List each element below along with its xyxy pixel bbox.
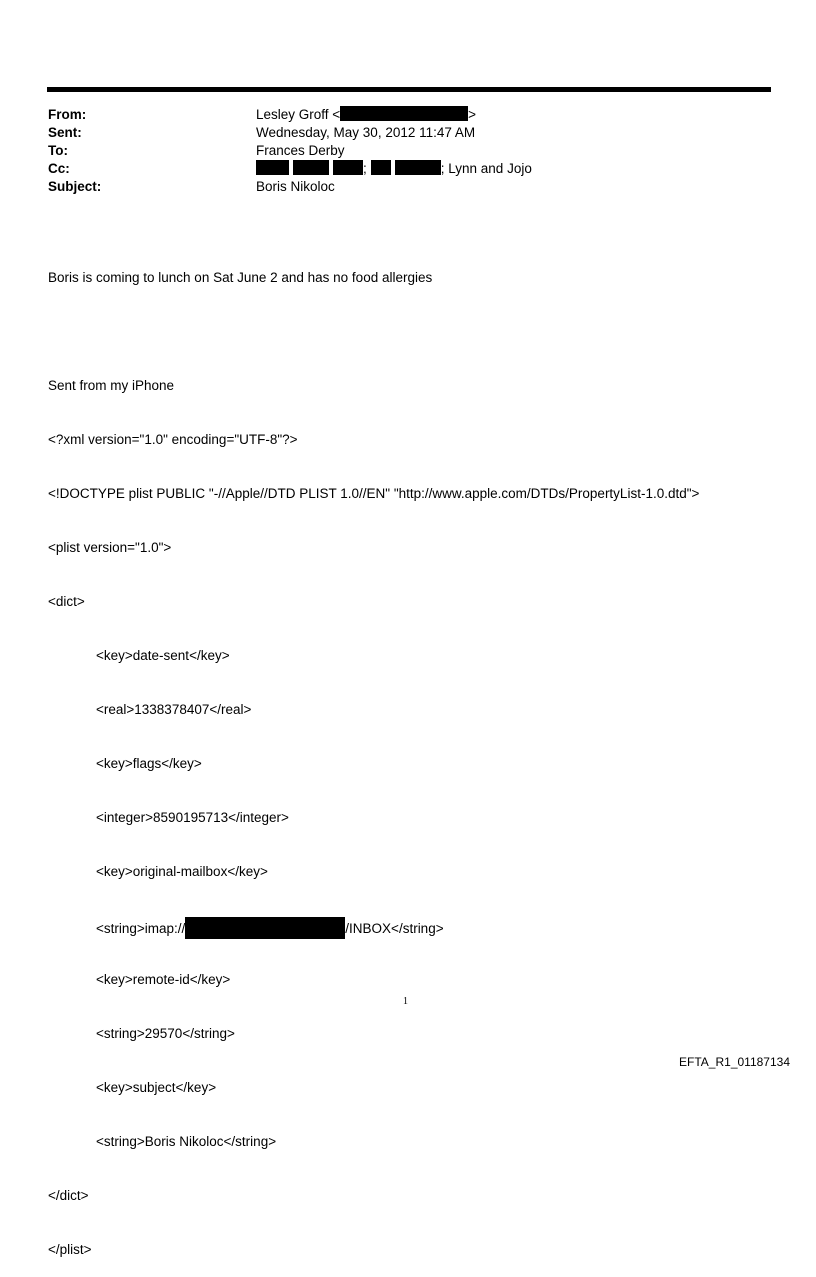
from-row (48, 106, 748, 124)
from-value (256, 106, 476, 124)
from-close: > (468, 107, 477, 122)
plist-line: <real>1338378407</real> (96, 702, 252, 717)
redaction-box (256, 160, 289, 175)
redaction-box (371, 160, 391, 175)
cc-row (48, 160, 748, 178)
plist-close: </plist> (48, 1242, 92, 1257)
plist-open: <plist version="1.0"> (48, 540, 172, 555)
plist-line: <key>flags</key> (96, 756, 202, 771)
plist-line: <key>subject</key> (96, 1080, 217, 1095)
redaction-box (395, 160, 441, 175)
redaction-box (293, 160, 329, 175)
to-row (48, 142, 748, 160)
sent-value: Wednesday, May 30, 2012 11:47 AM (256, 125, 476, 140)
email-header (48, 106, 748, 196)
cc-label: Cc: (48, 161, 70, 176)
redaction-box (333, 160, 363, 175)
imap-suffix: /INBOX</string> (345, 921, 444, 936)
message-text: Boris is coming to lunch on Sat June 2 and has no food allergies (48, 270, 433, 285)
imap-line (48, 917, 699, 935)
cc-separator: ; (363, 161, 367, 176)
xml-declaration: <?xml version="1.0" encoding="UTF-8"?> (48, 432, 298, 447)
plist-line: <string>29570</string> (96, 1026, 235, 1041)
subject-row (48, 178, 748, 196)
header-rule (47, 87, 771, 92)
dict-open: <dict> (48, 594, 85, 609)
cc-remaining: ; Lynn and Jojo (440, 161, 532, 176)
dict-close: </dict> (48, 1188, 89, 1203)
plist-line: <key>remote-id</key> (96, 972, 231, 987)
subject-label: Subject: (48, 179, 102, 194)
imap-prefix: <string>imap:// (96, 921, 186, 936)
to-label: To: (48, 143, 68, 158)
redaction-box (185, 917, 345, 939)
sent-label: Sent: (48, 125, 82, 140)
from-label: From: (48, 107, 87, 122)
sent-row (48, 124, 748, 142)
redaction-box (340, 106, 468, 121)
to-value: Frances Derby (256, 143, 345, 158)
cc-value (256, 160, 532, 178)
plist-line: <integer>8590195713</integer> (96, 810, 289, 825)
plist-line: <string>Boris Nikoloc</string> (96, 1134, 277, 1149)
email-body (48, 233, 699, 1277)
doctype-line: <!DOCTYPE plist PUBLIC "-//Apple//DTD PLIST 1.0//EN" "http://www.apple.com/DTDs/PropertyList-1.0.dtd"> (48, 486, 700, 501)
plist-line: <key>original-mailbox</key> (96, 864, 268, 879)
bates-number: EFTA_R1_01187134 (679, 1055, 790, 1069)
signature-text: Sent from my iPhone (48, 378, 175, 393)
from-name: Lesley Groff < (256, 107, 341, 122)
page-number: 1 (403, 996, 408, 1007)
plist-line: <key>date-sent</key> (96, 648, 230, 663)
subject-value: Boris Nikoloc (256, 179, 335, 194)
